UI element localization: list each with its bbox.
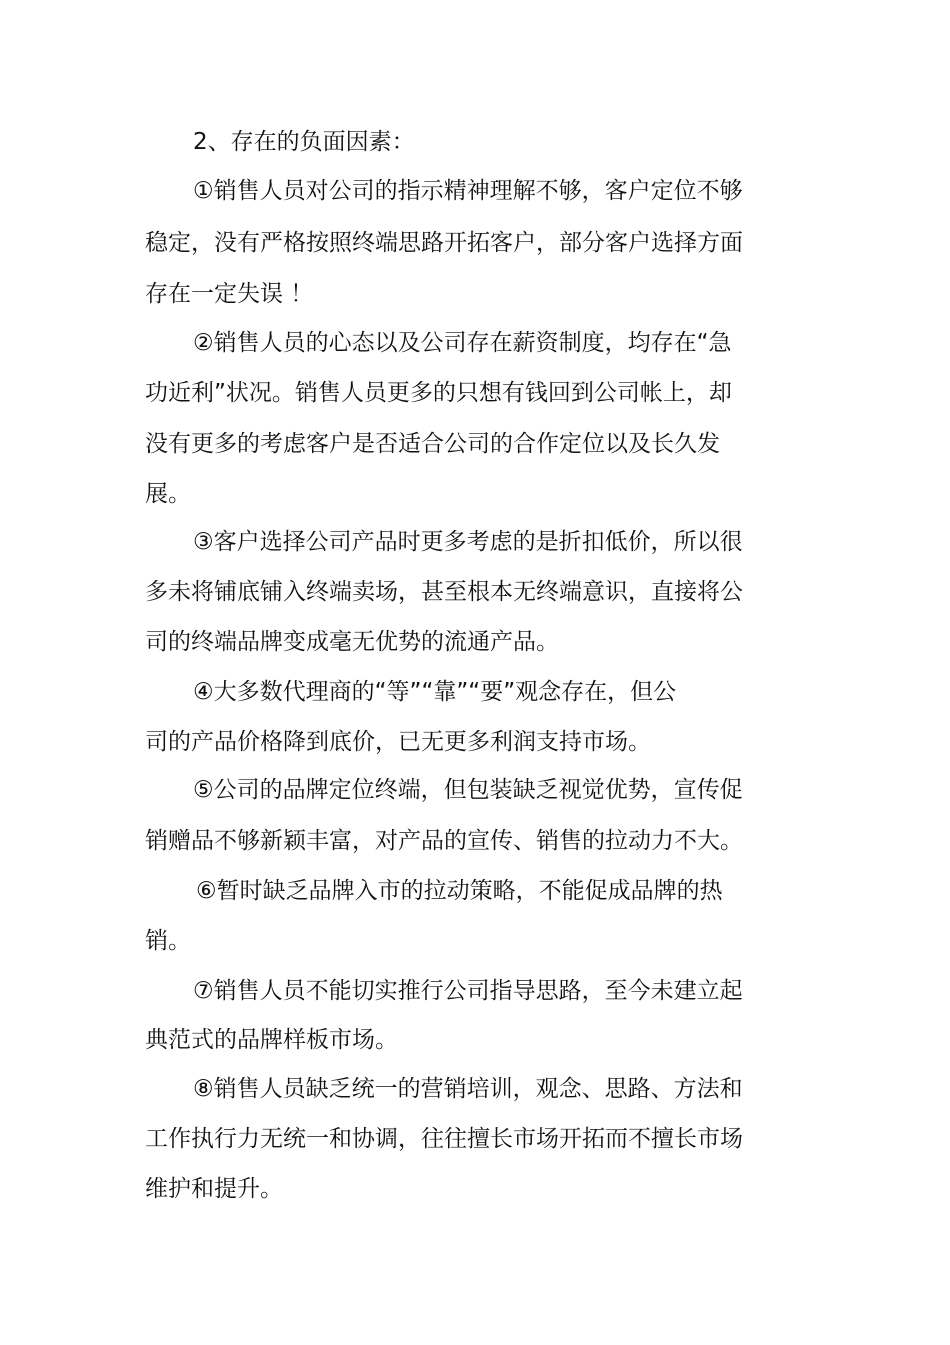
paragraph-3-line-1: ③客户选择公司产品时更多考虑的是折扣低价，所以很 bbox=[193, 529, 743, 555]
paragraph-8-line-1: ⑧销售人员缺乏统一的营销培训，观念、思路、方法和 bbox=[193, 1076, 743, 1102]
paragraph-1-line-3: 存在一定失误 ！ bbox=[145, 281, 314, 307]
paragraph-5-line-2: 销赠品不够新颖丰富，对产品的宣传、销售的拉动力不大。 bbox=[145, 828, 743, 854]
paragraph-2-line-2: 功近利”状况。销售人员更多的只想有钱回到公司帐上，却 bbox=[145, 380, 732, 406]
paragraph-5-line-1: ⑤公司的品牌定位终端，但包装缺乏视觉优势，宣传促 bbox=[193, 777, 743, 803]
paragraph-2-line-1: ②销售人员的心态以及公司存在薪资制度，均存在“急 bbox=[193, 330, 732, 356]
paragraph-1-line-1: ①销售人员对公司的指示精神理解不够，客户定位不够 bbox=[193, 178, 743, 204]
paragraph-4-line-2: 司的产品价格降到底价，已无更多利润支持市场。 bbox=[145, 729, 651, 755]
paragraph-7-line-2: 典范式的品牌样板市场。 bbox=[145, 1027, 398, 1053]
paragraph-3-line-2: 多未将铺底铺入终端卖场，甚至根本无终端意识，直接将公 bbox=[145, 579, 743, 605]
paragraph-3-line-3: 司的终端品牌变成毫无优势的流通产品。 bbox=[145, 629, 559, 655]
paragraph-8-line-2: 工作执行力无统一和协调，往往擅长市场开拓而不擅长市场 bbox=[145, 1126, 743, 1152]
paragraph-4-line-1: ④大多数代理商的“等”“靠”“要”观念存在，但公 bbox=[193, 679, 677, 705]
paragraph-6-line-1: ⑥暂时缺乏品牌入市的拉动策略，不能促成品牌的热 bbox=[196, 878, 723, 904]
paragraph-2-line-4: 展。 bbox=[145, 481, 191, 507]
section-heading: 2、存在的负面因素： bbox=[193, 129, 415, 155]
paragraph-2-line-3: 没有更多的考虑客户是否适合公司的合作定位以及长久发 bbox=[145, 431, 720, 457]
paragraph-1-line-2: 稳定，没有严格按照终端思路开拓客户，部分客户选择方面 bbox=[145, 230, 743, 256]
paragraph-8-line-3: 维护和提升。 bbox=[145, 1176, 283, 1202]
paragraph-6-line-2: 销。 bbox=[145, 928, 191, 954]
paragraph-7-line-1: ⑦销售人员不能切实推行公司指导思路，至今未建立起 bbox=[193, 978, 743, 1004]
